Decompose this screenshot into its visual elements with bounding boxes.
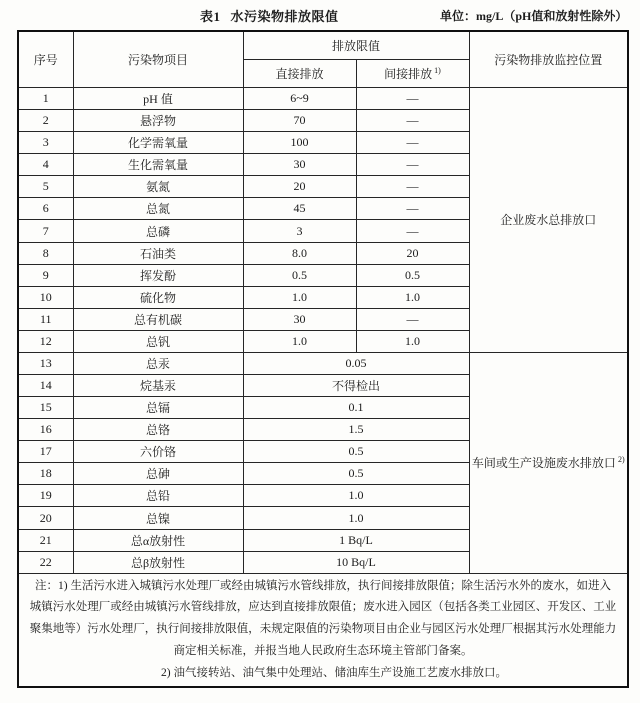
pollutant-name: 总汞 <box>73 352 243 374</box>
pollutant-name: 六价铬 <box>73 441 243 463</box>
row-seq: 2 <box>18 110 73 132</box>
pollutant-name: 总磷 <box>73 220 243 242</box>
direct-limit-value: 100 <box>243 132 356 154</box>
row-seq: 17 <box>18 441 73 463</box>
row-seq: 21 <box>18 529 73 551</box>
pollutant-name: 挥发酚 <box>73 264 243 286</box>
header-monitoring-location: 污染物排放监控位置 <box>469 31 628 88</box>
pollutant-name: 总镍 <box>73 507 243 529</box>
header-seq: 序号 <box>18 31 73 88</box>
direct-limit-value: 8.0 <box>243 242 356 264</box>
pollutant-name: 总氮 <box>73 198 243 220</box>
direct-limit-value: 30 <box>243 308 356 330</box>
row-seq: 14 <box>18 375 73 397</box>
table-number: 表1 <box>200 9 221 24</box>
indirect-limit-value: — <box>356 308 469 330</box>
indirect-limit-value: — <box>356 110 469 132</box>
note-line: 商定相关标准，并报当地人民政府生态环境主管部门备案。 <box>173 644 473 657</box>
direct-limit-value: 70 <box>243 110 356 132</box>
pollutant-name: 生化需氧量 <box>73 154 243 176</box>
row-seq: 11 <box>18 308 73 330</box>
row-seq: 1 <box>18 88 73 110</box>
row-seq: 5 <box>18 176 73 198</box>
footnote-ref-2: 2) <box>617 455 625 465</box>
indirect-limit-value: 1.0 <box>356 286 469 308</box>
note-line: 聚集地等）污水处理厂，执行间接排放限值，未规定限值的污染物项目由企业与园区污水处理厂根据其污水处理能力 <box>29 623 617 636</box>
pollutant-name: 硫化物 <box>73 286 243 308</box>
direct-limit-value: 20 <box>243 176 356 198</box>
pollutant-name: 总砷 <box>73 463 243 485</box>
pollutant-name: 总有机碳 <box>73 308 243 330</box>
limit-value-merged: 不得检出 <box>243 375 469 397</box>
indirect-limit-value: 1.0 <box>356 330 469 352</box>
monitoring-location-label: 车间或生产设施废水排放口 <box>471 456 616 471</box>
limit-value-merged: 10 Bq/L <box>243 551 469 573</box>
indirect-limit-value: — <box>356 154 469 176</box>
header-indirect-discharge <box>356 60 469 88</box>
row-seq: 22 <box>18 551 73 573</box>
monitoring-location-workshop <box>469 352 628 573</box>
direct-limit-value: 1.0 <box>243 286 356 308</box>
row-seq: 4 <box>18 154 73 176</box>
header-discharge-limits: 排放限值 <box>243 31 469 60</box>
indirect-limit-value: — <box>356 220 469 242</box>
direct-limit-value: 1.0 <box>243 330 356 352</box>
pollutant-name: 总钒 <box>73 330 243 352</box>
pollutant-name: 总铅 <box>73 485 243 507</box>
pollutant-name: 总镉 <box>73 397 243 419</box>
unit-label: 单位：mg/L（pH值和放射性除外） <box>440 9 628 23</box>
limit-value-merged: 0.1 <box>243 397 469 419</box>
pollutant-name: 石油类 <box>73 242 243 264</box>
pollutant-name: 总β放射性 <box>73 551 243 573</box>
note-line: 注：1) 生活污水进入城镇污水处理厂或经由城镇污水管线排放，执行间接排放限值；除生活污水外的废水，如进入 <box>35 579 611 592</box>
table-header-row <box>18 31 628 60</box>
row-seq: 20 <box>18 507 73 529</box>
pollutant-name: 悬浮物 <box>73 110 243 132</box>
row-seq: 9 <box>18 264 73 286</box>
footnote-ref-1: 1) <box>434 66 441 75</box>
row-seq: 3 <box>18 132 73 154</box>
direct-limit-value: 45 <box>243 198 356 220</box>
row-seq: 7 <box>18 220 73 242</box>
row-seq: 18 <box>18 463 73 485</box>
limit-value-merged: 1 Bq/L <box>243 529 469 551</box>
monitoring-location-enterprise: 企业废水总排放口 <box>469 88 628 353</box>
pollutant-name: 总铬 <box>73 419 243 441</box>
row-seq: 6 <box>18 198 73 220</box>
pollutant-limits-table <box>17 30 629 688</box>
row-seq: 19 <box>18 485 73 507</box>
pollutant-name: pH 值 <box>73 88 243 110</box>
indirect-limit-value: — <box>356 88 469 110</box>
page-title <box>200 6 339 25</box>
row-seq: 12 <box>18 330 73 352</box>
header-direct-discharge: 直接排放 <box>243 60 356 88</box>
row-seq: 15 <box>18 397 73 419</box>
direct-limit-value: 3 <box>243 220 356 242</box>
row-seq: 8 <box>18 242 73 264</box>
indirect-limit-value: — <box>356 132 469 154</box>
row-seq: 16 <box>18 419 73 441</box>
header-pollutant-item: 污染物项目 <box>73 31 243 88</box>
indirect-limit-value: — <box>356 198 469 220</box>
table-row <box>18 88 628 110</box>
direct-limit-value: 0.5 <box>243 264 356 286</box>
pollutant-name: 总α放射性 <box>73 529 243 551</box>
row-seq: 10 <box>18 286 73 308</box>
direct-limit-value: 6~9 <box>243 88 356 110</box>
table-caption <box>0 0 640 28</box>
limit-value-merged: 0.05 <box>243 352 469 374</box>
limit-value-merged: 1.0 <box>243 507 469 529</box>
limit-value-merged: 1.0 <box>243 485 469 507</box>
limit-value-merged: 1.5 <box>243 419 469 441</box>
header-indirect-label: 间接排放 <box>384 67 433 81</box>
limit-value-merged: 0.5 <box>243 463 469 485</box>
notes-section <box>18 574 628 688</box>
limit-value-merged: 0.5 <box>243 441 469 463</box>
pollutant-name: 烷基汞 <box>73 375 243 397</box>
row-seq: 13 <box>18 352 73 374</box>
indirect-limit-value: 0.5 <box>356 264 469 286</box>
indirect-limit-value: — <box>356 176 469 198</box>
notes-row <box>18 574 628 688</box>
pollutant-name: 化学需氧量 <box>73 132 243 154</box>
direct-limit-value: 30 <box>243 154 356 176</box>
table-row <box>18 352 628 374</box>
pollutant-name: 氨氮 <box>73 176 243 198</box>
indirect-limit-value: 20 <box>356 242 469 264</box>
table-title: 水污染物排放限值 <box>230 9 339 24</box>
note-line: 2) 油气接转站、油气集中处理站、储油库生产设施工艺废水排放口。 <box>161 666 507 679</box>
note-line: 城镇污水处理厂或经由城镇污水管线排放，应达到直接排放限值；废水进入园区（包括各类工业园区、开发区、工业 <box>29 601 617 614</box>
